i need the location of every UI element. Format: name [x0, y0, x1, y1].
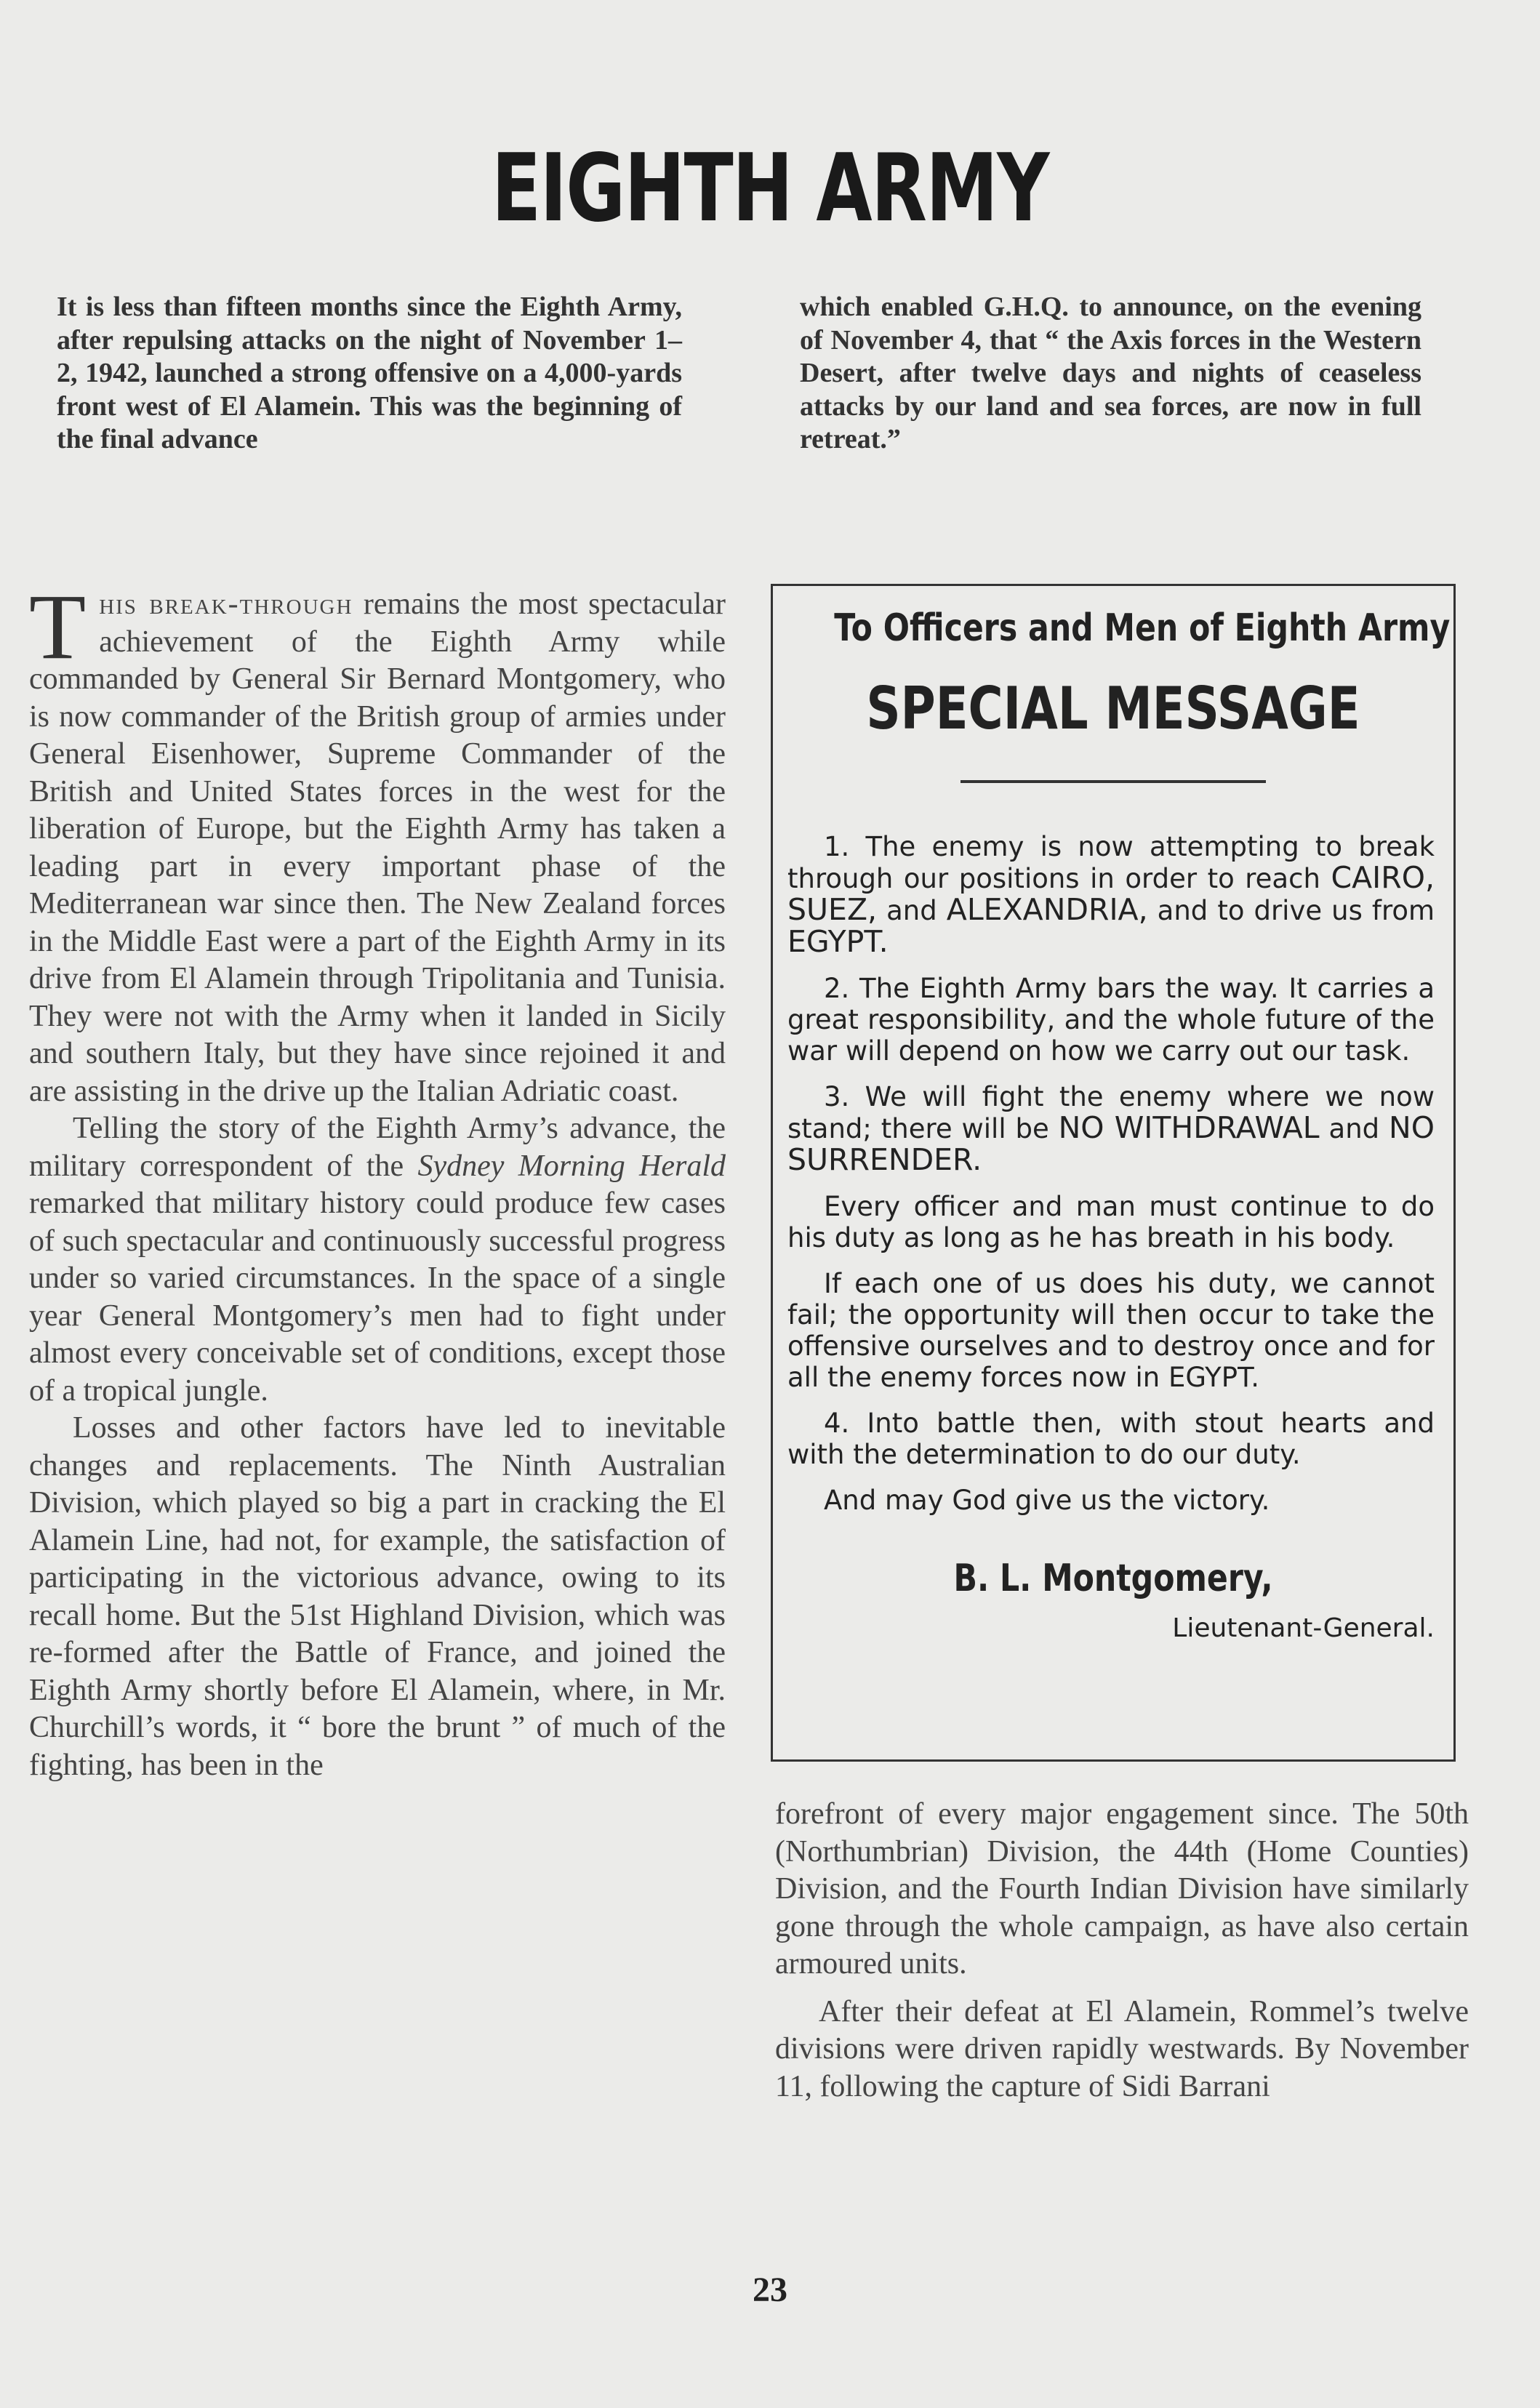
message-text: and	[886, 895, 937, 926]
message-paragraph-b: If each one of us does his duty, we cannot fail; the opportunity will then occur to take the offensive ourselves and to destroy once and for all the enemy forces now in EGYPT.	[787, 1268, 1435, 1393]
article-left-column	[29, 575, 726, 1784]
message-text: 3. We will fight the enemy where we now stand; there will be	[787, 1081, 1435, 1144]
message-text: and	[1328, 1113, 1380, 1144]
article-paragraph-3-continued: forefront of every major engagement since. The 50th (Northumbrian) Division, the 44th (Home Counties) Division, and the Fourth Indian Division have similarly gone through the whole campaign, as have also certain armoured units.	[775, 1797, 1469, 1980]
lead-in-caps: his break-through	[99, 587, 353, 621]
intro-right-column	[800, 291, 1421, 457]
article-paragraph-1	[29, 575, 726, 1110]
message-item-4: 4. Into battle then, with stout hearts and with the determination to do our duty.	[787, 1408, 1435, 1470]
intro-text-right: which enabled G.H.Q. to announce, on the evening of November 4, that “ the Axis forces in the Western Desert, after twelve days and nights of ceaseless attacks by our land and sea forces, are now in full retreat.”	[800, 292, 1421, 454]
message-body	[787, 831, 1435, 1516]
page-title: EIGHTH ARMY	[492, 135, 1048, 243]
newspaper-title: Sydney Morning Herald	[417, 1149, 726, 1183]
article-paragraph-4: After their defeat at El Alamein, Rommel’s twelve divisions were driven rapidly westwards. By November 11, following the capture of Sidi Barrani	[775, 1994, 1469, 2103]
page-number: 23	[753, 2271, 787, 2309]
place-name: EGYPT.	[787, 924, 889, 959]
divider	[961, 780, 1266, 783]
intro-left-column	[57, 291, 682, 457]
place-name: ALEXANDRIA,	[946, 892, 1148, 927]
special-message-box	[771, 584, 1456, 1762]
message-paragraph-a: Every officer and man must continue to do his duty as long as he has breath in his body.	[787, 1191, 1435, 1253]
intro-text-left: It is less than fifteen months since the Eighth Army, after repulsing attacks on the night of November 1–2, 1942, launched a strong offensive on a 4,000-yards front west of El Alamein. This was the beginning of the final advance	[57, 292, 682, 454]
article-paragraph-2	[29, 1110, 726, 1410]
message-text: and to drive us from	[1157, 895, 1435, 926]
drop-cap: T	[29, 575, 87, 678]
place-name: CAIRO, SUEZ,	[787, 860, 1435, 927]
emphasis-text: NO SURRENDER.	[787, 1110, 1435, 1177]
paragraph-text: remains the most spectacular achievement of the Eighth Army while commanded by General Sir Bernard Montgomery, who is now commander of the British group of armies under General Eisenhower, Supreme Commander of the British and United States forces in the west for the liberation of Europe, but the Eighth Army has taken a leading part in every important phase of the Mediterranean war since then. The New Zealand forces in the Middle East were a part of the Eighth Army in its drive from El Alamein through Tripolitania and Tunisia. They were not with the Army when it landed in Sicily and southern Italy, but they have since rejoined it and are assisting in the drive up the Italian Adriatic coast.	[29, 587, 726, 1108]
message-closing: And may God give us the victory.	[824, 1485, 1270, 1516]
article-right-column	[775, 1796, 1469, 2106]
message-item-2: 2. The Eighth Army bars the way. It carries a great responsibility, and the whole future of the war will depend on how we carry out our task.	[787, 973, 1435, 1067]
article-paragraph-3: Losses and other factors have led to inevitable changes and replacements. The Ninth Australian Division, which played so big a part in cracking the El Alamein Line, had not, for example, the satisfaction of participating in the victorious advance, owing to its recall home. But the 51st Highland Division, which was re-formed after the Battle of France, and joined the Eighth Army shortly before El Alamein, where, in Mr. Churchill’s words, it “ bore the brunt ” of much of the fighting, has been in the	[29, 1411, 726, 1782]
message-heading: To Officers and Men of Eighth Army	[834, 606, 1451, 650]
message-text: 1. The enemy is now attempting to break through our positions in order to reach	[787, 831, 1435, 894]
signature-rank: Lieutenant-General.	[1172, 1613, 1435, 1643]
message-title: SPECIAL MESSAGE	[866, 675, 1360, 742]
signature: B. L. Montgomery,	[953, 1557, 1273, 1600]
message-item-3	[787, 1081, 1435, 1176]
paragraph-text: remarked that military history could produce few cases of such spectacular and continuously successful progress under so varied circumstances. In the space of a single year General Montgomery’s men had to fight under almost every conceivable set of conditions, except those of a tropical jungle.	[29, 1187, 726, 1408]
message-item-1	[787, 831, 1435, 958]
paragraph-text: Telling the story of the Eighth Army’s advance, the military correspondent of the	[29, 1112, 726, 1183]
emphasis-text: NO WITHDRAWAL	[1058, 1110, 1320, 1145]
